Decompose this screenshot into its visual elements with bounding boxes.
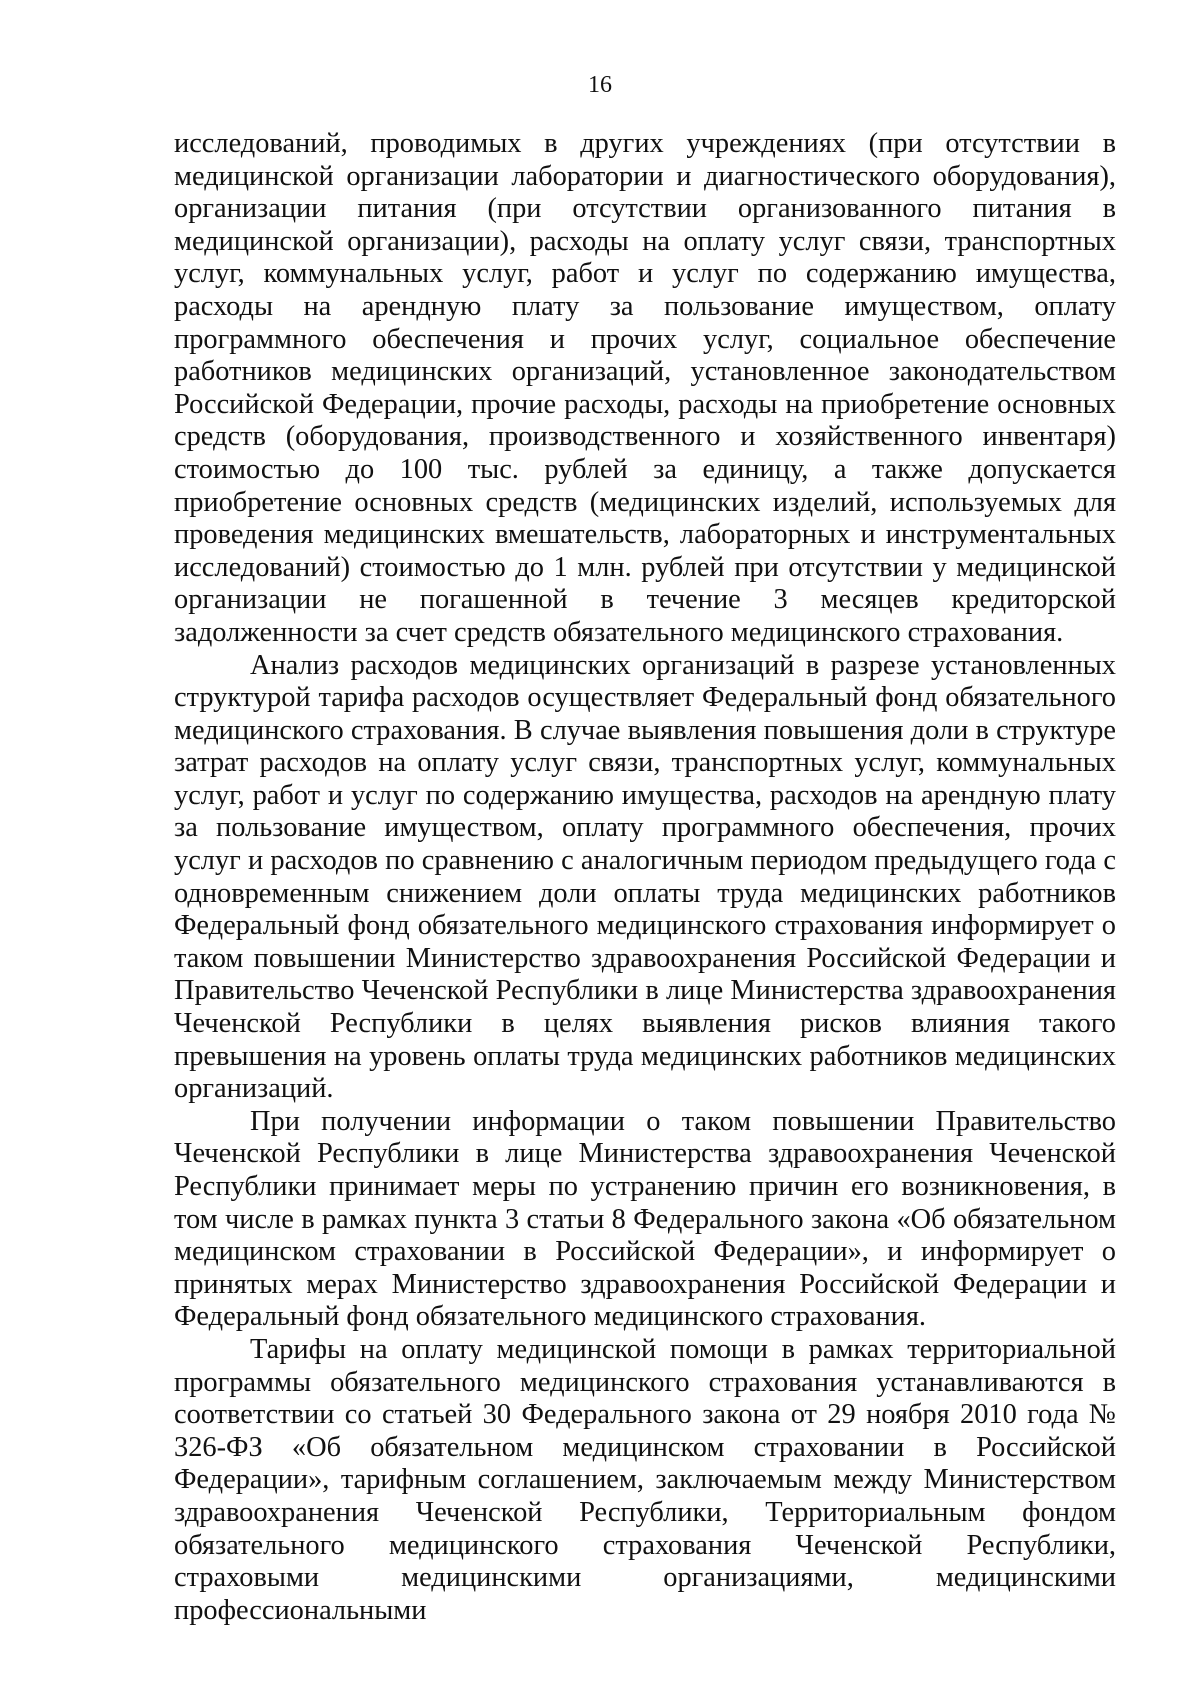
paragraph-tariffs: Тарифы на оплату медицинской помощи в рамках территориальной программы обязательного медицинского страхования устанавливаются в соответствии со статьей 30 Федерального закона от 29 ноября 2010 года № 326-ФЗ «Об обязательном медицинском страховании в Российской Федерации», тарифным соглашением, заключаемым между Министерством здравоохранения Чеченской Республики, Территориальным фондом обязательного медицинского страхования Чеченской Республики, страховыми медицинскими организациями, медицинскими профессиональными <box>174 1333 1116 1626</box>
paragraph-expense-analysis: Анализ расходов медицинских организаций в разрезе установленных структурой тарифа расходов осуществляет Федеральный фонд обязательного медицинского страхования. В случае выявления повышения доли в структуре затрат расходов на оплату услуг связи, транспортных услуг, коммунальных услуг, работ и услуг по содержанию имущества, расходов на арендную плату за пользование имуществом, оплату программного обеспечения, прочих услуг и расходов по сравнению с аналогичным периодом предыдущего года с одновременным снижением доли оплаты труда медицинских работников Федеральный фонд обязательного медицинского страхования информирует о таком повышении Министерство здравоохранения Российской Федерации и Правительство Чеченской Республики в лице Министерства здравоохранения Чеченской Республики в целях выявления рисков влияния такого превышения на уровень оплаты труда медицинских работников медицинских организаций. <box>174 649 1116 1105</box>
paragraph-government-measures: При получении информации о таком повышении Правительство Чеченской Республики в лице Министерства здравоохранения Чеченской Республики принимает меры по устранению причин его возникновения, в том числе в рамках пункта 3 статьи 8 Федерального закона «Об обязательном медицинском страховании в Российской Федерации», и информирует о принятых мерах Министерство здравоохранения Российской Федерации и Федеральный фонд обязательного медицинского страхования. <box>174 1105 1116 1333</box>
page-number: 16 <box>588 72 612 98</box>
document-body <box>174 128 1116 1627</box>
paragraph-continued-expense-list: исследований, проводимых в других учреждениях (при отсутствии в медицинской организации лаборатории и диагностического оборудования), организации питания (при отсутствии организованного питания в медицинской организации), расходы на оплату услуг связи, транспортных услуг, коммунальных услуг, работ и услуг по содержанию имущества, расходы на арендную плату за пользование имуществом, оплату программного обеспечения и прочих услуг, социальное обеспечение работников медицинских организаций, установленное законодательством Российской Федерации, прочие расходы, расходы на приобретение основных средств (оборудования, производственного и хозяйственного инвентаря) стоимостью до 100 тыс. рублей за единицу, а также допускается приобретение основных средств (медицинских изделий, используемых для проведения медицинских вмешательств, лабораторных и инструментальных исследований) стоимостью до 1 млн. рублей при отсутствии у медицинской организации не погашенной в течение 3 месяцев кредиторской задолженности за счет средств обязательного медицинского страхования. <box>174 128 1116 648</box>
